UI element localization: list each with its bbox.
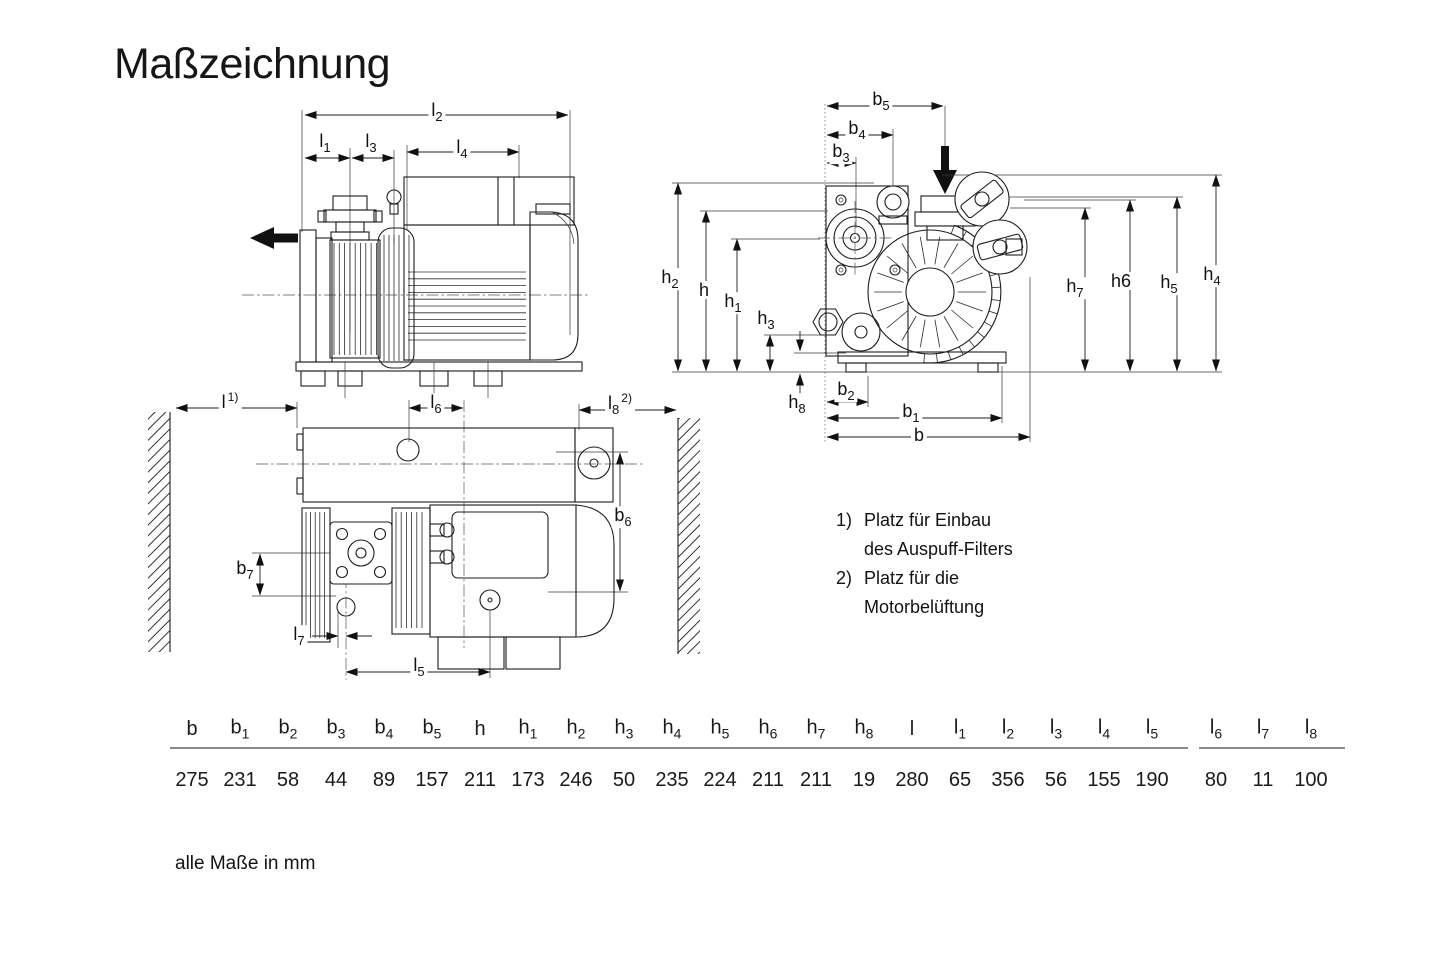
dim-label-l2: $l_2$	[428, 101, 445, 123]
footnote-2-text-line2: Motorbelüftung	[864, 597, 985, 617]
top-view-drawing	[148, 400, 700, 680]
table-value-cell: 65	[948, 769, 972, 791]
inlet-direction-arrow	[933, 146, 957, 194]
footnote-1-text-line2: des Auspuff-Filters	[864, 539, 1013, 559]
table-value-cell: 246	[559, 769, 593, 791]
table-value-cell: 19	[852, 769, 876, 791]
table-value-cell: 211	[464, 769, 496, 791]
footnote-2-marker: 2)	[836, 568, 853, 588]
table-value-cell: 100	[1294, 769, 1328, 791]
footnote-1-text: Platz für Einbau	[864, 510, 992, 530]
dim-label-l3: $l_3$	[362, 132, 379, 154]
table-header-cell: b	[186, 718, 198, 740]
table-header-cell: $h_6$	[758, 716, 778, 742]
footnotes	[836, 506, 1013, 622]
dim-label-l8: $l_8^{2)}$	[605, 392, 635, 416]
table-header-cell: $l_4$	[1097, 716, 1111, 742]
table-value-cell: 173	[511, 769, 545, 791]
table-header-cell: $b_4$	[374, 716, 394, 742]
table-value-cell: 50	[612, 769, 636, 791]
side-view-drawing	[242, 110, 590, 398]
units-note: alle Maße in mm	[175, 853, 316, 874]
table-header-cell: $l_8$	[1304, 716, 1318, 742]
motor-cooling-lines	[408, 272, 526, 340]
dim-label-h4: $h_4$	[1200, 265, 1223, 287]
table-header-cell: $l_7$	[1256, 716, 1270, 742]
top-view-fins-right	[396, 512, 422, 628]
page-title: Maßzeichnung	[114, 40, 391, 88]
table-value-cell: 89	[372, 769, 396, 791]
table-header-cell: $l_3$	[1049, 716, 1063, 742]
dim-label-h8: $h_8$	[785, 393, 808, 415]
table-value-cell: 56	[1044, 769, 1068, 791]
table-header-rule-right	[1199, 747, 1345, 749]
dim-label-h2: $h_2$	[658, 268, 681, 290]
dim-label-b7: $b_7$	[233, 559, 256, 581]
table-value-cell: 235	[655, 769, 689, 791]
table-value-cell: 190	[1135, 769, 1169, 791]
table-header-cell: $h_3$	[614, 716, 634, 742]
table-header-cell: $b_1$	[230, 716, 250, 742]
left-wall-hatch	[148, 412, 170, 652]
dim-label-h6: h6	[1108, 272, 1134, 290]
dim-label-l6: $l_6$	[427, 393, 444, 415]
dim-label-b2: $b_2$	[834, 380, 857, 402]
dim-label-b5: $b_5$	[869, 90, 892, 112]
dim-label-h1: $h_1$	[721, 292, 744, 314]
table-header-cell: $b_3$	[326, 716, 346, 742]
dim-label-l7: $l_7$	[290, 625, 307, 647]
pump-shroud-fins	[384, 235, 409, 361]
dim-label-l4: $l_4$	[453, 138, 470, 160]
top-view-fins-left	[306, 512, 324, 638]
dim-label-l1: $l_1$	[316, 132, 333, 154]
table-header-cell: $h_4$	[662, 716, 682, 742]
table-value-cell: 356	[991, 769, 1025, 791]
dim-label-b: b	[911, 426, 927, 444]
table-value-cell: 11	[1252, 769, 1274, 791]
footnote-1-marker: 1)	[836, 510, 853, 530]
table-header-cell: $l_1$	[953, 716, 967, 742]
dim-label-h3: $h_3$	[754, 309, 777, 331]
pump-cooling-fins	[334, 243, 376, 355]
table-value-cell: 211	[752, 769, 784, 791]
dim-label-b4: $b_4$	[845, 119, 868, 141]
table-header-cell: h	[474, 718, 486, 740]
front-view-drawing	[672, 104, 1222, 442]
table-header-cell: $h_1$	[518, 716, 538, 742]
right-wall-hatch	[678, 418, 700, 654]
dim-label-h5: $h_5$	[1157, 273, 1180, 295]
table-header-cell: $h_5$	[710, 716, 730, 742]
dim-label-l5: $l_5$	[410, 656, 427, 678]
dim-label-h: h	[696, 281, 712, 299]
table-header-cell: l	[909, 718, 915, 740]
dim-label-b3: $b_3$	[829, 142, 852, 164]
dim-label-l: l $^{1)}$	[219, 391, 242, 411]
table-value-cell: 157	[415, 769, 449, 791]
table-value-cell: 211	[800, 769, 832, 791]
table-header-cell: $l_6$	[1209, 716, 1223, 742]
table-header-rule-left	[170, 747, 1188, 749]
table-value-cell: 275	[175, 769, 209, 791]
table-value-cell: 280	[895, 769, 929, 791]
table-value-cell: 58	[276, 769, 300, 791]
table-value-cell: 80	[1204, 769, 1228, 791]
table-header-cell: $l_2$	[1001, 716, 1015, 742]
table-value-cell: 44	[324, 769, 348, 791]
footnote-2-text: Platz für die	[864, 568, 960, 588]
dim-label-h7: $h_7$	[1063, 277, 1086, 299]
table-header-cell: $h_8$	[854, 716, 874, 742]
intake-direction-arrow	[250, 227, 298, 249]
table-header-cell: $h_7$	[806, 716, 826, 742]
table-value-cell: 224	[703, 769, 737, 791]
dim-label-b1: $b_1$	[899, 402, 922, 424]
table-header-cell: $l_5$	[1145, 716, 1159, 742]
table-header-cell: $b_5$	[422, 716, 442, 742]
table-header-cell: $h_2$	[566, 716, 586, 742]
dim-label-b6: $b_6$	[611, 506, 634, 528]
table-header-cell: $b_2$	[278, 716, 298, 742]
table-value-cell: 231	[223, 769, 257, 791]
table-value-cell: 155	[1087, 769, 1121, 791]
